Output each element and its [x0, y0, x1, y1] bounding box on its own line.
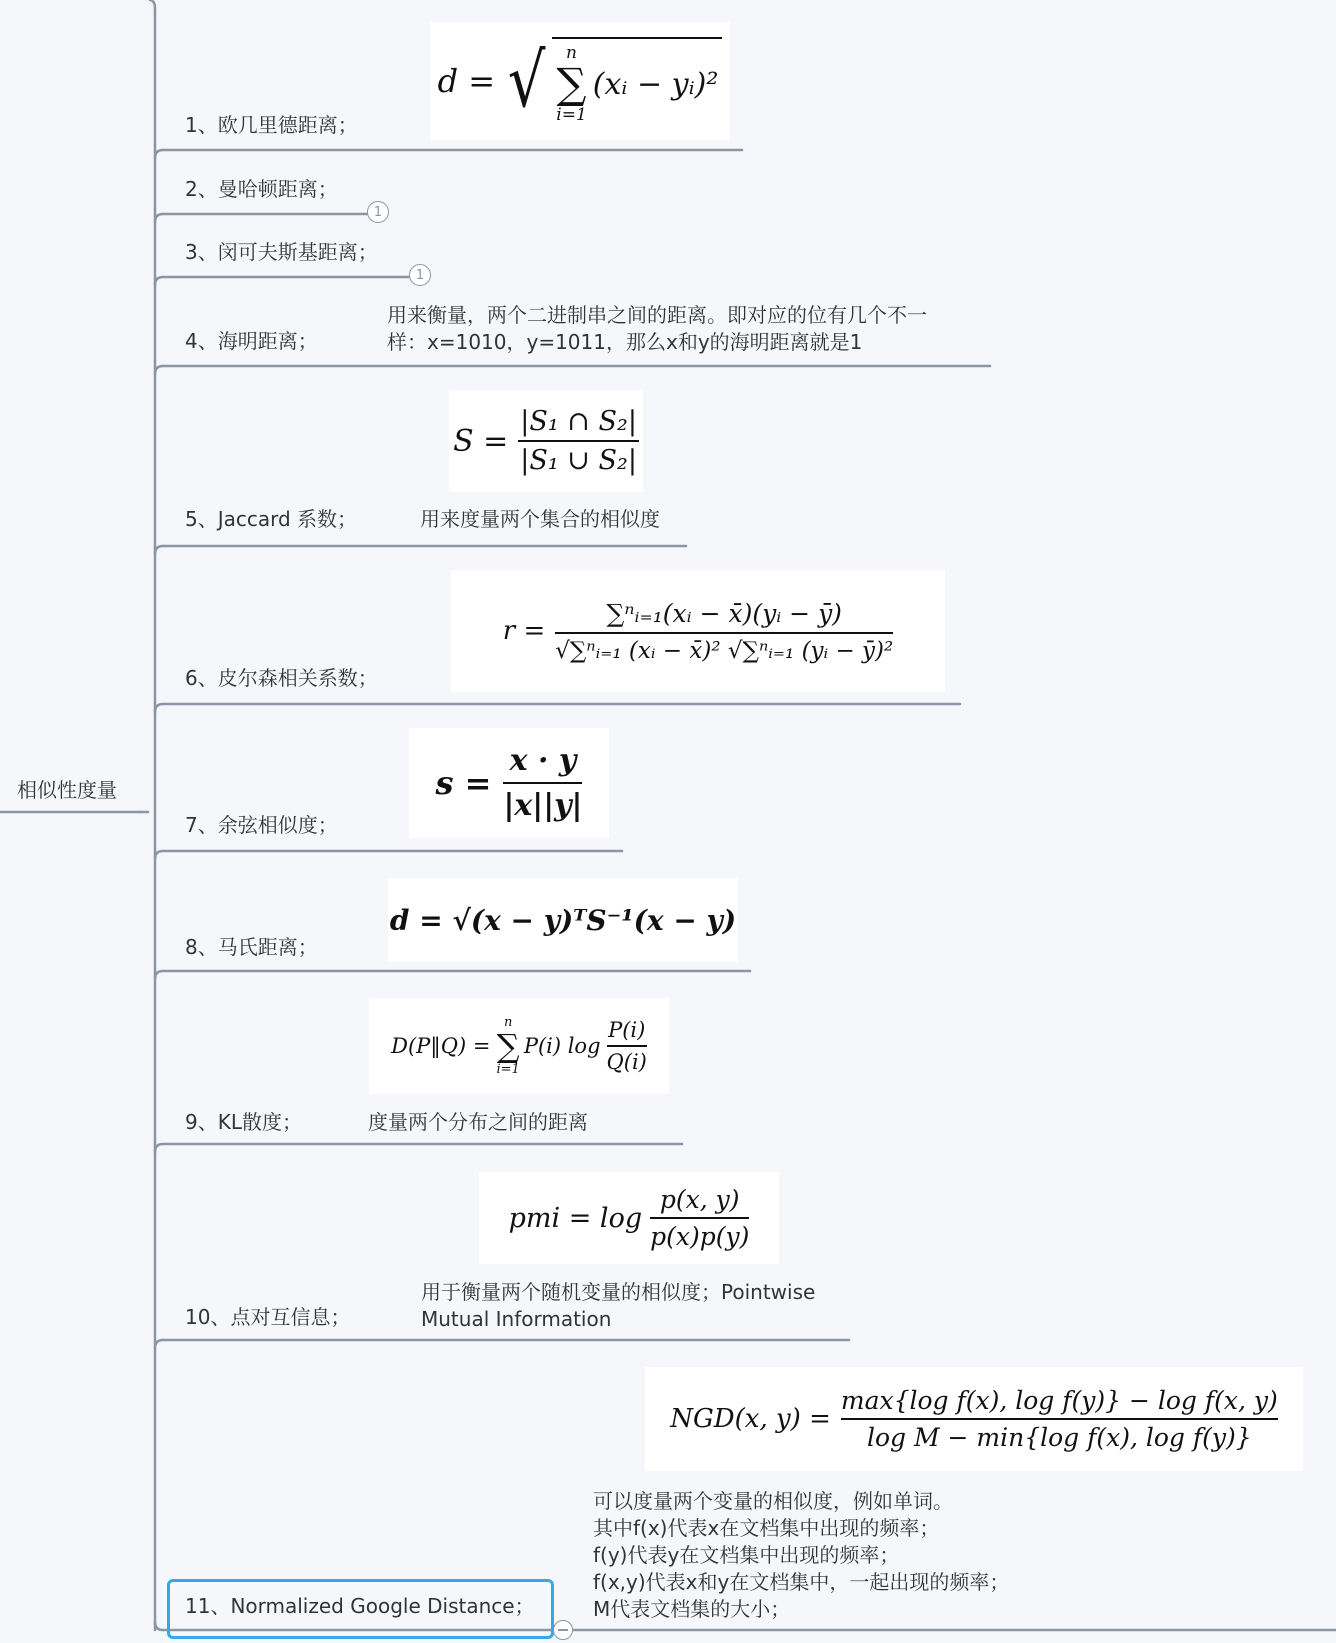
- formula-ngd: [645, 1367, 1303, 1471]
- note-line: 可以度量两个变量的相似度，例如单词。: [593, 1489, 953, 1513]
- branch-mahalanobis-distance[interactable]: 8、马氏距离；: [185, 935, 318, 959]
- branch-jaccard-coefficient[interactable]: 5、Jaccard 系数；: [185, 507, 358, 531]
- branch-minkowski-distance[interactable]: 3、闵可夫斯基距离；: [185, 240, 378, 264]
- formula-jaccard: [449, 390, 643, 492]
- sum-upper: n: [503, 1015, 513, 1030]
- formula-mahalanobis: [388, 878, 738, 962]
- fraction-numerator: max{log f(x), log f(y)} − log f(x, y): [840, 1386, 1278, 1415]
- formula-body: d = √(x − y)ᵀS⁻¹(x − y): [389, 903, 737, 937]
- note-line: M代表文档集的大小；: [593, 1597, 791, 1621]
- fraction-denominator: log M − min{log f(x), log f(y)}: [866, 1423, 1252, 1452]
- branch-euclidean-distance[interactable]: 1、欧几里德距离；: [185, 113, 358, 137]
- formula-middle: P(i) log: [523, 1034, 601, 1058]
- fraction-bar: [607, 1045, 647, 1047]
- sum-sign: ∑: [556, 59, 587, 108]
- branch-pearson-correlation[interactable]: 6、皮尔森相关系数；: [185, 666, 378, 690]
- formula-pmi: [479, 1172, 779, 1264]
- fraction-numerator: P(i): [608, 1018, 646, 1043]
- fraction-denominator: √∑ⁿᵢ₌₁ (xᵢ − x̄)² √∑ⁿᵢ₌₁ (yᵢ − ȳ)²: [555, 637, 894, 664]
- note-line: f(x,y)代表x和y在文档集中，一起出现的频率；: [593, 1570, 1010, 1594]
- formula-lhs: pmi = log: [508, 1202, 643, 1234]
- root-topic[interactable]: 相似性度量: [17, 778, 117, 802]
- fraction-denominator: Q(i): [606, 1049, 647, 1074]
- fraction-numerator: ∑ⁿᵢ₌₁(xᵢ − x̄)(yᵢ − ȳ): [606, 598, 842, 628]
- fraction-bar: [518, 440, 639, 442]
- fraction-bar: [650, 1217, 749, 1219]
- formula-pearson: [451, 570, 945, 692]
- note-line: 样：x=1010，y=1011，那么x和y的海明距离就是1: [387, 330, 863, 354]
- formula-kl-divergence: [369, 998, 669, 1094]
- formula-lhs: D(P‖Q) =: [391, 1034, 491, 1058]
- note-ngd: [593, 1488, 1009, 1623]
- formula-euclidean: [430, 22, 730, 140]
- note-line: 用于衡量两个随机变量的相似度；Pointwise: [421, 1280, 816, 1304]
- collapse-toggle-button[interactable]: [553, 1620, 573, 1640]
- fraction-bar: [555, 632, 893, 634]
- note-pmi: [421, 1279, 815, 1333]
- sum-sign: ∑: [496, 1027, 520, 1065]
- note-kl-divergence: [368, 1109, 588, 1136]
- formula-lhs: d =: [437, 62, 496, 100]
- fraction-numerator: |S₁ ∩ S₂|: [520, 406, 637, 437]
- formula-lhs: s =: [435, 764, 492, 802]
- note-hamming: [387, 302, 927, 356]
- sum-upper: n: [566, 43, 577, 63]
- formula-lhs: NGD(x, y) =: [670, 1404, 831, 1434]
- sqrt-sign: √: [507, 38, 546, 124]
- branch-cosine-similarity[interactable]: 7、余弦相似度；: [185, 813, 338, 837]
- fraction-bar: [841, 1418, 1278, 1420]
- note-line: 度量两个分布之间的距离: [368, 1110, 588, 1134]
- fraction-bar: [503, 782, 582, 784]
- note-line: Mutual Information: [421, 1307, 612, 1331]
- branch-manhattan-distance[interactable]: 2、曼哈顿距离；: [185, 177, 338, 201]
- note-line: 用来度量两个集合的相似度: [420, 507, 660, 531]
- formula-lhs: r =: [502, 616, 546, 646]
- sum-lower: i=1: [496, 1062, 520, 1077]
- branch-kl-divergence[interactable]: 9、KL散度；: [185, 1110, 302, 1134]
- fraction-denominator: p(x)p(y): [650, 1222, 750, 1251]
- fraction-denominator: |S₁ ∪ S₂|: [520, 445, 637, 476]
- sum-lower: i=1: [556, 105, 587, 125]
- branch-hamming-distance[interactable]: 4、海明距离；: [185, 329, 318, 353]
- note-jaccard: [420, 506, 660, 533]
- branch-normalized-google-distance[interactable]: 11、Normalized Google Distance；: [185, 1594, 535, 1618]
- formula-cosine: [409, 728, 609, 838]
- collapsed-count-badge[interactable]: 1: [409, 264, 431, 286]
- fraction-numerator: p(x, y): [659, 1185, 740, 1214]
- formula-body: (xᵢ − yᵢ)²: [592, 66, 719, 102]
- note-line: f(y)代表y在文档集中出现的频率；: [593, 1543, 900, 1567]
- fraction-denominator: |x||y|: [503, 788, 583, 823]
- collapsed-count-badge[interactable]: 1: [367, 201, 389, 223]
- branch-pointwise-mutual-information[interactable]: 10、点对互信息；: [185, 1305, 351, 1329]
- note-line: 其中f(x)代表x在文档集中出现的频率；: [593, 1516, 940, 1540]
- note-line: 用来衡量，两个二进制串之间的距离。即对应的位有几个不一: [387, 303, 927, 327]
- fraction-numerator: x · y: [509, 743, 577, 778]
- formula-lhs: S =: [453, 423, 509, 459]
